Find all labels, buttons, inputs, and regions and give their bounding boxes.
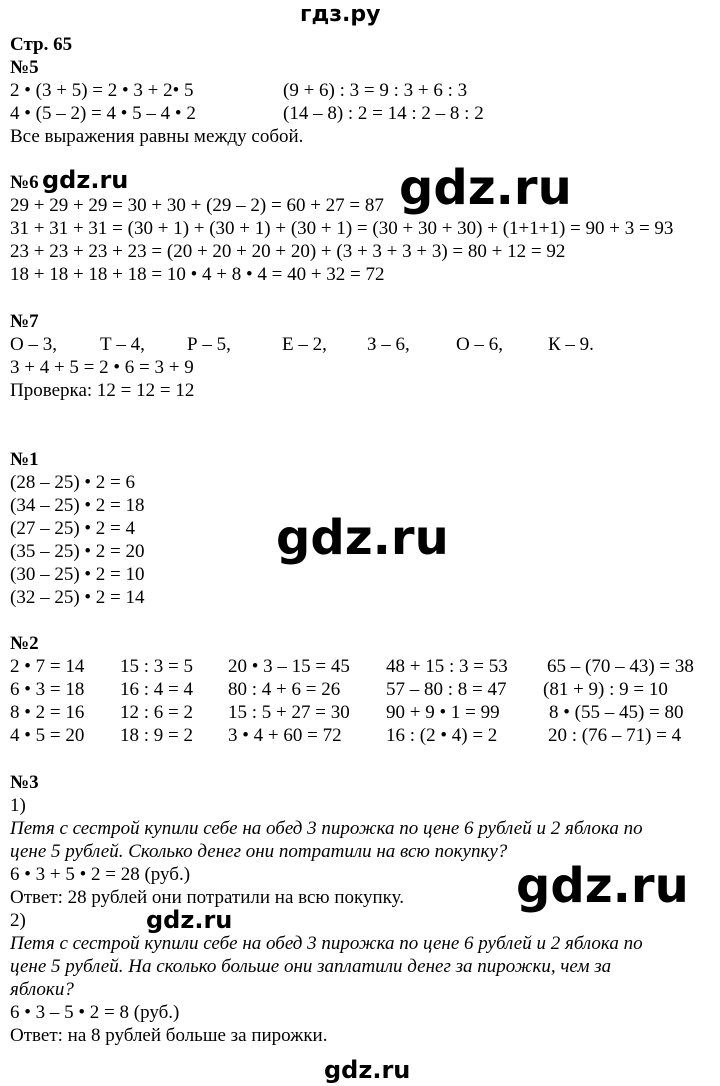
task2-cell: 15 : 3 = 5 (120, 656, 193, 677)
task3-part2-problem-line2: цене 5 рублей. На сколько больше они заплатили денег за пирожки, чем за (10, 956, 612, 977)
task2-cell: 12 : 6 = 2 (120, 702, 193, 723)
task2-cell: 16 : (2 • 4) = 2 (386, 725, 498, 746)
task6-title: №6 (10, 172, 39, 193)
task2-cell: 3 • 4 + 60 = 72 (228, 725, 342, 746)
task2-cell: 15 : 5 + 27 = 30 (228, 702, 350, 723)
watermark-large-2: gdz.ru (276, 510, 449, 566)
task2-cell: 4 • 5 = 20 (10, 725, 85, 746)
task3-part2-problem-line3: яблоки? (10, 979, 74, 1000)
task7-letter-o2: О – 6, (456, 334, 503, 355)
task7-title: №7 (10, 311, 39, 332)
task1-line-1: (28 – 25) • 2 = 6 (10, 472, 136, 493)
task7-letter-e: Е – 2, (282, 334, 327, 355)
watermark-large-1: gdz.ru (399, 160, 572, 216)
task2-cell: 90 + 9 • 1 = 99 (386, 702, 500, 723)
task3-part1-answer: Ответ: 28 рублей они потратили на всю покупку. (10, 887, 404, 908)
site-header: гдз.ру (300, 2, 381, 27)
task2-cell: 80 : 4 + 6 = 26 (228, 679, 341, 700)
task7-check: Проверка: 12 = 12 = 12 (10, 380, 195, 401)
task7-letter-o: О – 3, (10, 334, 57, 355)
task2-cell: 65 – (70 – 43) = 38 (547, 656, 694, 677)
task2-cell: 2 • 7 = 14 (10, 656, 85, 677)
task1-line-6: (32 – 25) • 2 = 14 (10, 587, 145, 608)
task3-part1-solution: 6 • 3 + 5 • 2 = 28 (руб.) (10, 864, 191, 885)
task1-line-4: (35 – 25) • 2 = 20 (10, 541, 145, 562)
task2-cell: 20 • 3 – 15 = 45 (228, 656, 350, 677)
task5-row2-right: (14 – 8) : 2 = 14 : 2 – 8 : 2 (283, 103, 484, 124)
task2-cell: 48 + 15 : 3 = 53 (386, 656, 508, 677)
task7-letter-r: Р – 5, (187, 334, 231, 355)
task2-cell: 18 : 9 = 2 (120, 725, 193, 746)
task6-line-3: 23 + 23 + 23 + 23 = (20 + 20 + 20 + 20) + (3 + 3 + 3 + 3) = 80 + 12 = 92 (10, 241, 566, 262)
task6-line-2: 31 + 31 + 31 = (30 + 1) + (30 + 1) + (30 + 1) = (30 + 30 + 30) + (1+1+1) = 90 + 3 = 93 (10, 218, 674, 239)
task5-conclusion: Все выражения равны между собой. (10, 126, 304, 147)
footer-watermark: gdz.ru (324, 1056, 411, 1084)
task3-part2-answer: Ответ: на 8 рублей больше за пирожки. (10, 1025, 328, 1046)
task3-part1-problem-line2: цене 5 рублей. Сколько денег они потратили на всю покупку? (10, 841, 508, 862)
task3-part2-problem-line1: Петя с сестрой купили себе на обед 3 пирожка по цене 6 рублей и 2 яблока по (10, 933, 643, 954)
task3-part2-solution: 6 • 3 – 5 • 2 = 8 (руб.) (10, 1002, 180, 1023)
task6-line-4: 18 + 18 + 18 + 18 = 10 • 4 + 8 • 4 = 40 + 32 = 72 (10, 264, 385, 285)
task7-letter-z: З – 6, (367, 334, 410, 355)
task7-letter-t: Т – 4, (100, 334, 145, 355)
task7-equation: 3 + 4 + 5 = 2 • 6 = 3 + 9 (10, 357, 194, 378)
task1-line-5: (30 – 25) • 2 = 10 (10, 564, 145, 585)
task6-line-1: 29 + 29 + 29 = 30 + 30 + (29 – 2) = 60 + 27 = 87 (10, 195, 384, 216)
page-reference: Стр. 65 (10, 34, 73, 55)
watermark-large-3: gdz.ru (516, 858, 689, 914)
task2-cell: 6 • 3 = 18 (10, 679, 85, 700)
task1-title: №1 (10, 449, 39, 470)
task2-cell: 20 : (76 – 71) = 4 (548, 725, 682, 746)
task3-title: №3 (10, 772, 39, 793)
task5-row1-left: 2 • (3 + 5) = 2 • 3 + 2• 5 (10, 80, 194, 101)
task3-part1-label: 1) (10, 795, 26, 816)
watermark-small-2: gdz.ru (146, 906, 233, 934)
task5-row1-right: (9 + 6) : 3 = 9 : 3 + 6 : 3 (283, 80, 468, 101)
task1-line-2: (34 – 25) • 2 = 18 (10, 495, 145, 516)
task5-row2-left: 4 • (5 – 2) = 4 • 5 – 4 • 2 (10, 103, 196, 124)
task5-title: №5 (10, 57, 39, 78)
task2-cell: 57 – 80 : 8 = 47 (386, 679, 507, 700)
task2-title: №2 (10, 633, 39, 654)
watermark-small-1: gdz.ru (42, 166, 129, 194)
task1-line-3: (27 – 25) • 2 = 4 (10, 518, 136, 539)
task3-part1-problem-line1: Петя с сестрой купили себе на обед 3 пирожка по цене 6 рублей и 2 яблока по (10, 818, 643, 839)
task3-part2-label: 2) (10, 910, 26, 931)
task7-letter-k: К – 9. (548, 334, 594, 355)
task2-cell: 8 • (55 – 45) = 80 (549, 702, 684, 723)
task2-cell: 8 • 2 = 16 (10, 702, 85, 723)
task2-cell: 16 : 4 = 4 (120, 679, 193, 700)
task2-cell: (81 + 9) : 9 = 10 (543, 679, 668, 700)
